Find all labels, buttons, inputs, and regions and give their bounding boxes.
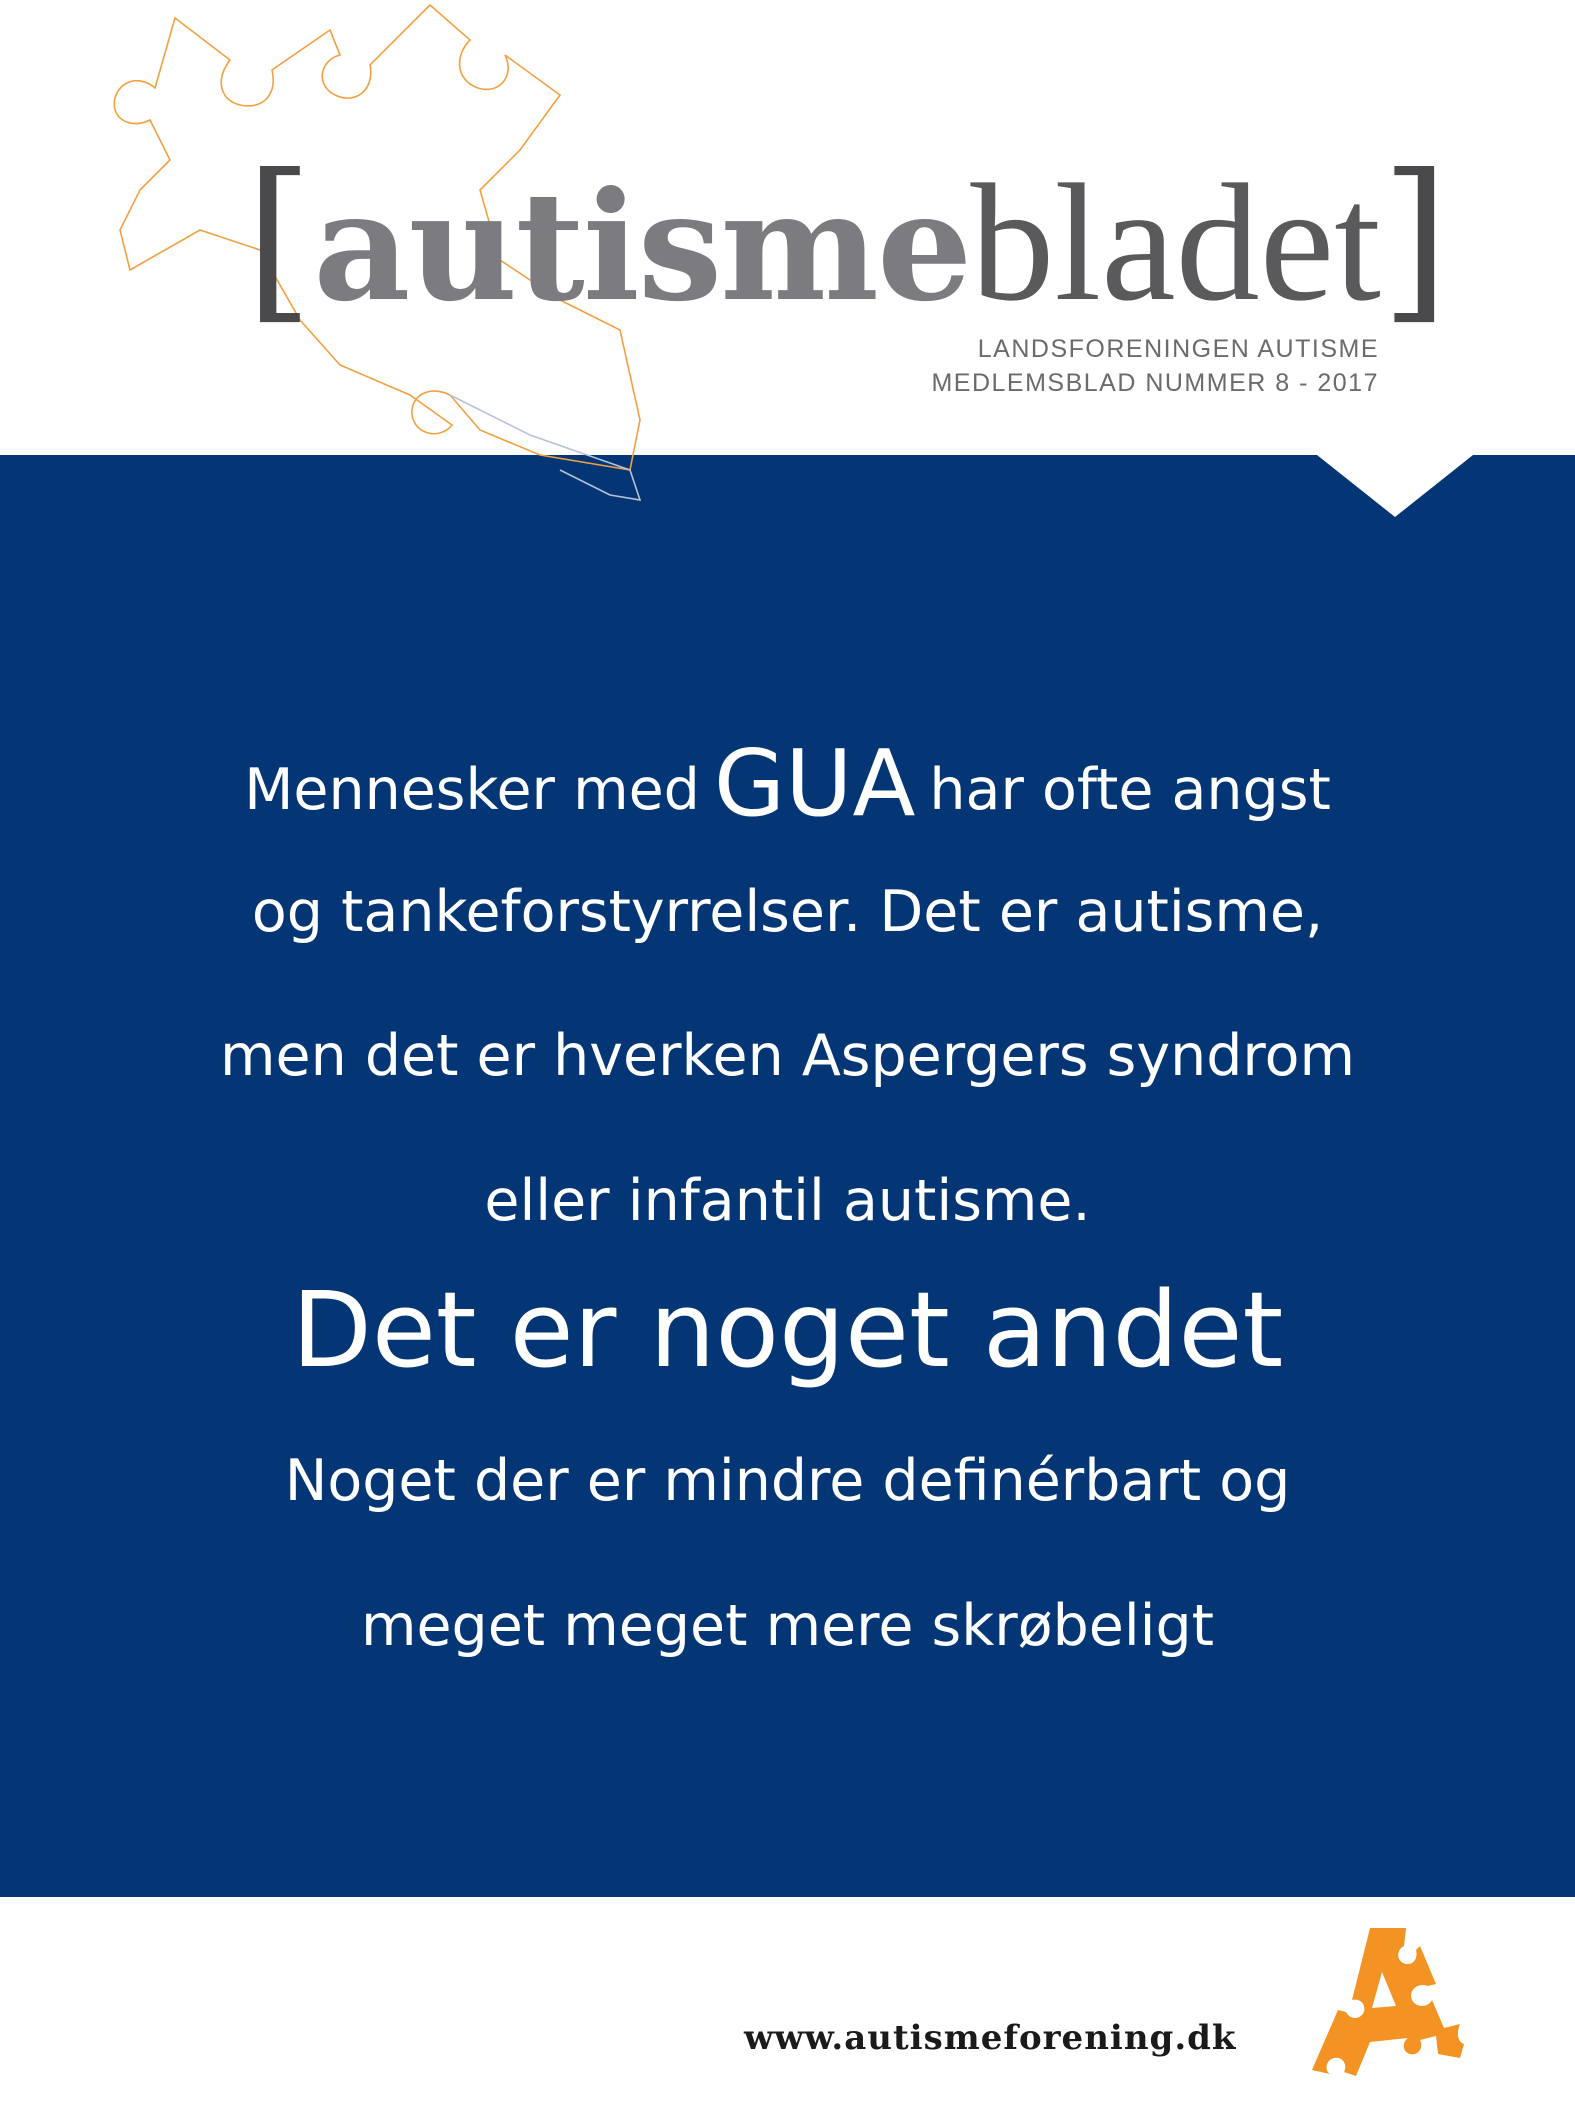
quote-line-7: meget meget mere skrøbeligt <box>360 1593 1215 1659</box>
quote-line-6: Noget der er mindre definérbart og <box>284 1448 1291 1514</box>
masthead-title <box>245 140 1449 340</box>
masthead-title-light: bladet <box>970 150 1381 336</box>
panel-notch-decoration <box>1317 455 1473 517</box>
masthead-title-bold: autisme <box>313 159 971 335</box>
issue-number: MEDLEMSBLAD NUMMER 8 - 2017 <box>931 369 1379 397</box>
quote-line-4: eller infantil autisme. <box>484 1168 1091 1234</box>
quote-line-1-before: Mennesker med <box>244 757 700 823</box>
quote-line-1 <box>0 730 1575 837</box>
masthead-close-bracket: ] <box>1380 138 1450 341</box>
quote-line-3: men det er hverken Aspergers syndrom <box>219 1023 1356 1089</box>
quote-emphasis-gua: GUA <box>713 730 916 837</box>
quote-line-1-after: har ofte angst <box>929 757 1331 823</box>
masthead-open-bracket: [ <box>245 138 314 341</box>
quote-headline: Det er noget andet <box>291 1269 1284 1391</box>
quote-line-2: og tankeforstyrrelser. Det er autisme, <box>251 879 1324 945</box>
website-url[interactable]: www.autismeforening.dk <box>744 2018 1237 2058</box>
puzzle-a-logo-icon <box>1308 1924 1468 2094</box>
organization-name: LANDSFORENINGEN AUTISME <box>977 335 1379 363</box>
